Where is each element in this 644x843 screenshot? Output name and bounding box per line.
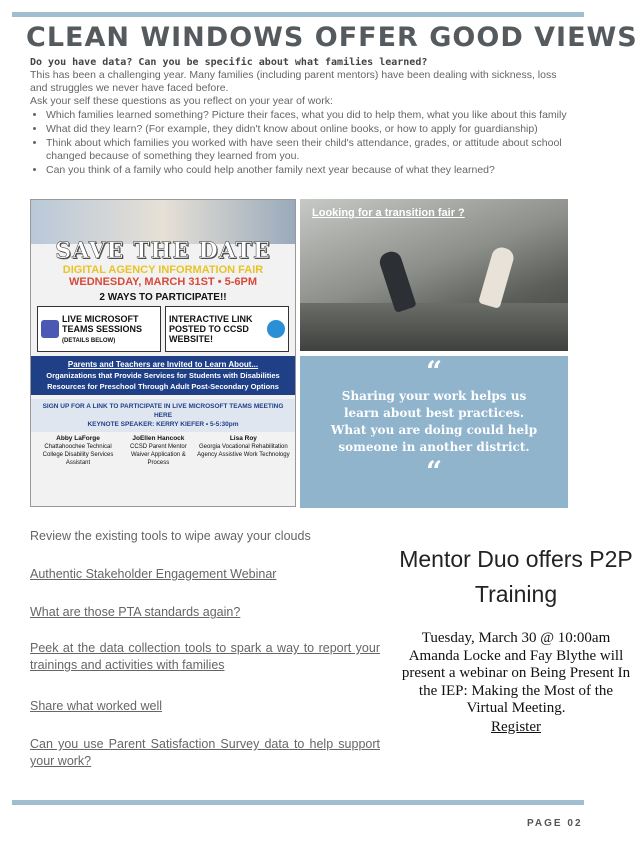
close-quote-icon: “ (425, 455, 443, 488)
intro-paragraph: This has been a challenging year. Many families (including parent mentors) have been dealing with sickness, loss and struggles we never have faced before. (30, 69, 557, 94)
resource-intro: Review the existing tools to wipe away your clouds (30, 529, 311, 543)
list-item: • What did they learn? (For example, they didn't know about online books, or how to apply for guardianship) (46, 123, 570, 136)
flyer-signup (31, 399, 295, 432)
flyer-keynote: KEYNOTE SPEAKER: KERRY KIEFER • 5-5:30pm (87, 421, 239, 428)
flyer-date: WEDNESDAY, MARCH 31ST • 5-6PM (68, 276, 258, 288)
teams-icon (41, 320, 59, 338)
share-link[interactable]: Share what worked well (30, 699, 163, 713)
list-item: • Which families learned something? Picture their faces, what you did to help them, what you like about this family (46, 109, 570, 122)
transition-fair-link[interactable]: Looking for a transition fair ? (312, 207, 465, 219)
data-tools-link[interactable]: Peek at the data collection tools to spark a way to report your trainings and activities with families (30, 641, 380, 672)
teams-option-label: LIVE MICROSOFT TEAMS SESSIONS (62, 314, 143, 334)
list-item: • Think about which families you worked with have seen their child's attendance, grades, or attitude about school changed because of something they learned from you. (46, 137, 570, 163)
register-link[interactable]: Register (491, 718, 541, 735)
flyer-line: Resources for Preschool Through Adult Post-Secondary Options (47, 382, 279, 391)
intro-section (30, 56, 570, 178)
survey-link[interactable]: Can you use Parent Satisfaction Survey data to help support your work? (30, 737, 380, 768)
flyer-line: Organizations that Provide Services for Students with Disabilities (46, 371, 280, 380)
flyer-fair-title: DIGITAL AGENCY INFORMATION FAIR (62, 264, 264, 276)
bottom-rule (12, 800, 584, 805)
jumping-person (478, 245, 516, 309)
globe-icon (267, 320, 285, 338)
transition-fair-photo (300, 199, 568, 351)
speaker: Lisa Roy Georgia Vocational Rehabilitation Agency Assistive Work Technology (197, 435, 290, 458)
flyer-invite: Parents and Teachers are Invited to Learn About... (67, 360, 259, 369)
flyer-options (31, 306, 295, 352)
page-number: PAGE 02 (527, 818, 583, 829)
intro-prompt: Ask your self these questions as you reflect on your year of work: (30, 95, 333, 107)
speaker: JoEllen Hancock CCSD Parent Mentor Waiver Application & Process (130, 435, 187, 466)
quote-panel (300, 356, 568, 508)
flyer-speakers (31, 432, 295, 470)
webinar-link[interactable]: Authentic Stakeholder Engagement Webinar (30, 567, 277, 581)
teams-option-note: (DETAILS BELOW) (62, 338, 116, 344)
list-item: • Can you think of a family who could help another family next year because of what they learned? (46, 164, 570, 177)
website-option-label: INTERACTIVE LINK POSTED TO CCSD WEBSITE! (169, 314, 253, 344)
mentor-title: Mentor Duo offers P2P Training (399, 546, 633, 607)
intro-question: Do you have data? Can you be specific about what families learned? (30, 57, 428, 68)
save-the-date-flyer (30, 199, 296, 507)
quote-text: Sharing your work helps us learn about best practices. What you are doing could help someone in another district. (330, 389, 538, 454)
flyer-signup-text: SIGN UP FOR A LINK TO PARTICIPATE IN LIVE MICROSOFT TEAMS MEETING HERE (42, 403, 284, 419)
flyer-invite-banner (31, 356, 295, 395)
mentor-body: Tuesday, March 30 @ 10:00am Amanda Locke and Fay Blythe will present a webinar on Being Present In the IEP: Making the Most of the Virtual Meeting. (401, 630, 631, 716)
teams-option (37, 306, 161, 352)
pta-standards-link[interactable]: What are those PTA standards again? (30, 605, 241, 619)
top-rule (12, 12, 584, 17)
open-quote-icon: “ (425, 355, 443, 388)
reflection-list (46, 109, 570, 177)
speaker: Abby LaForge Chattahoochee Technical College Disability Services Assistant (42, 435, 114, 466)
mentor-announcement (398, 542, 634, 736)
page-headline: CLEAN WINDOWS OFFER GOOD VIEWS (26, 22, 638, 53)
street-backdrop (300, 303, 568, 351)
website-option (165, 306, 289, 352)
flyer-save-the-date: SAVE THE DATE (55, 238, 271, 264)
flyer-ways: 2 WAYS TO PARTICIPATE!! (99, 292, 227, 303)
